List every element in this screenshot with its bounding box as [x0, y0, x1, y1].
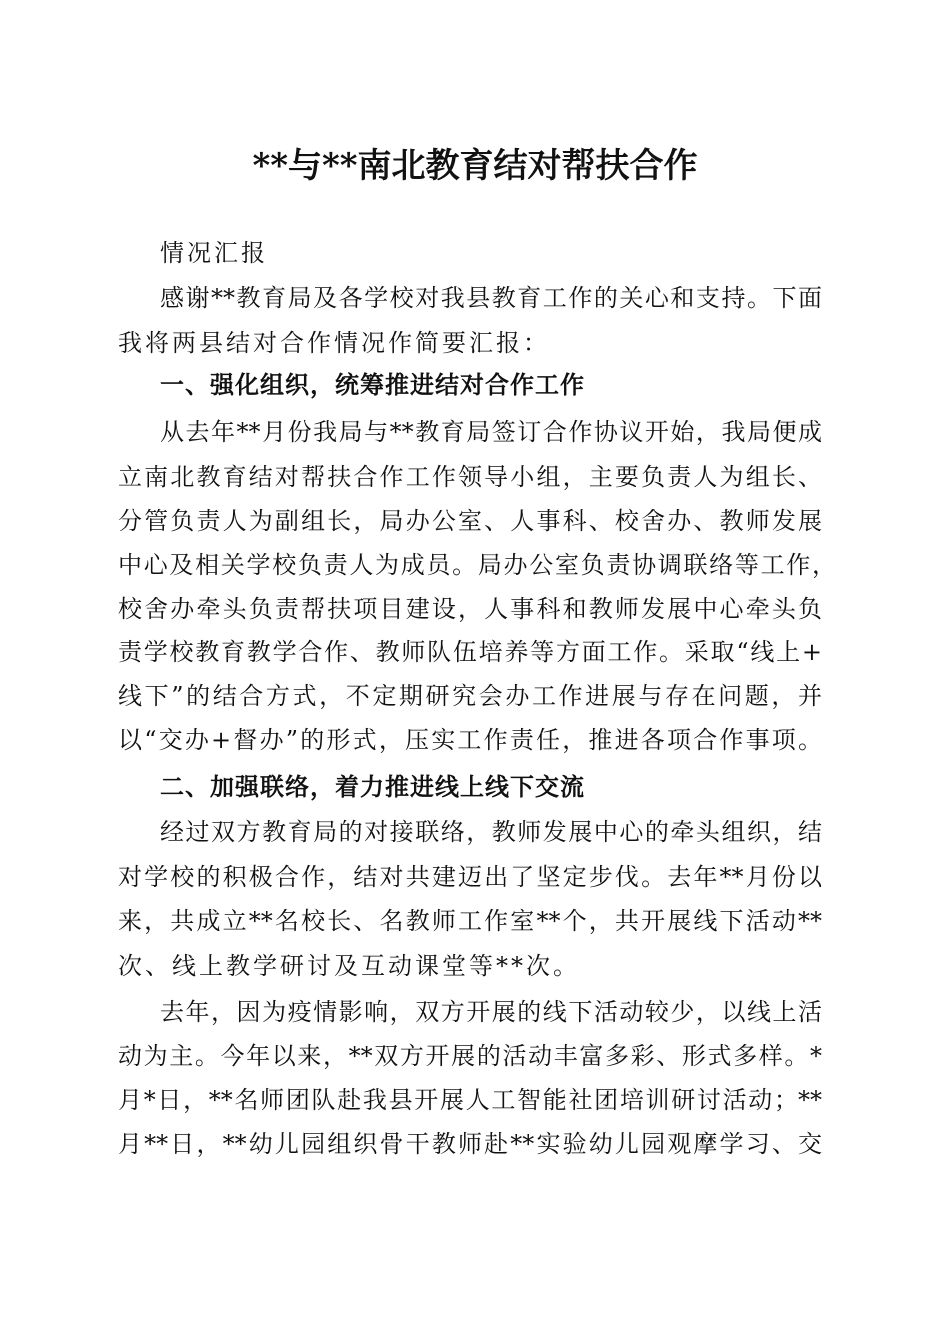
paragraph-line: 来，共成立**名校长、名教师工作室**个，共开展线下活动**	[118, 907, 822, 935]
section-heading: 一、强化组织，统筹推进结对合作工作	[160, 371, 585, 399]
paragraph-line: 经过双方教育局的对接联络，教师发展中心的牵头组织，结	[160, 818, 822, 846]
paragraph-line: 责学校教育教学合作、教师队伍培养等方面工作。采取“线上+	[118, 638, 822, 666]
paragraph-line: 立南北教育结对帮扶合作工作领导小组，主要负责人为组长、	[118, 463, 822, 491]
paragraph-line: 校舍办牵头负责帮扶项目建设，人事科和教师发展中心牵头负	[118, 595, 822, 623]
subtitle: 情况汇报	[160, 239, 268, 267]
paragraph-line: 以“交办+督办”的形式，压实工作责任，推进各项合作事项。	[118, 726, 822, 754]
paragraph-line: 对学校的积极合作，结对共建迈出了坚定步伐。去年**月份以	[118, 863, 822, 891]
paragraph-line: 月**日，**幼儿园组织骨干教师赴**实验幼儿园观摩学习、交	[118, 1130, 822, 1158]
paragraph-line: 中心及相关学校负责人为成员。局办公室负责协调联络等工作，	[118, 551, 836, 579]
paragraph-line: 我将两县结对合作情况作简要汇报：	[118, 329, 550, 357]
paragraph-line: 月*日，**名师团队赴我县开展人工智能社团培训研讨活动；**	[118, 1086, 822, 1114]
paragraph-line: 去年，因为疫情影响，双方开展的线下活动较少，以线上活	[160, 998, 822, 1026]
document-title: **与**南北教育结对帮扶合作	[252, 146, 698, 186]
paragraph-line: 线下”的结合方式，不定期研究会办工作进展与存在问题，并	[118, 682, 822, 710]
paragraph-line: 分管负责人为副组长，局办公室、人事科、校舍办、教师发展	[118, 507, 822, 535]
paragraph-line: 动为主。今年以来，**双方开展的活动丰富多彩、形式多样。*	[118, 1042, 822, 1070]
paragraph-line: 次、线上教学研讨及互动课堂等**次。	[118, 952, 580, 980]
section-heading: 二、加强联络，着力推进线上线下交流	[160, 773, 585, 801]
paragraph-line: 感谢**教育局及各学校对我县教育工作的关心和支持。下面	[160, 284, 822, 312]
paragraph-line: 从去年**月份我局与**教育局签订合作协议开始，我局便成	[160, 418, 822, 446]
